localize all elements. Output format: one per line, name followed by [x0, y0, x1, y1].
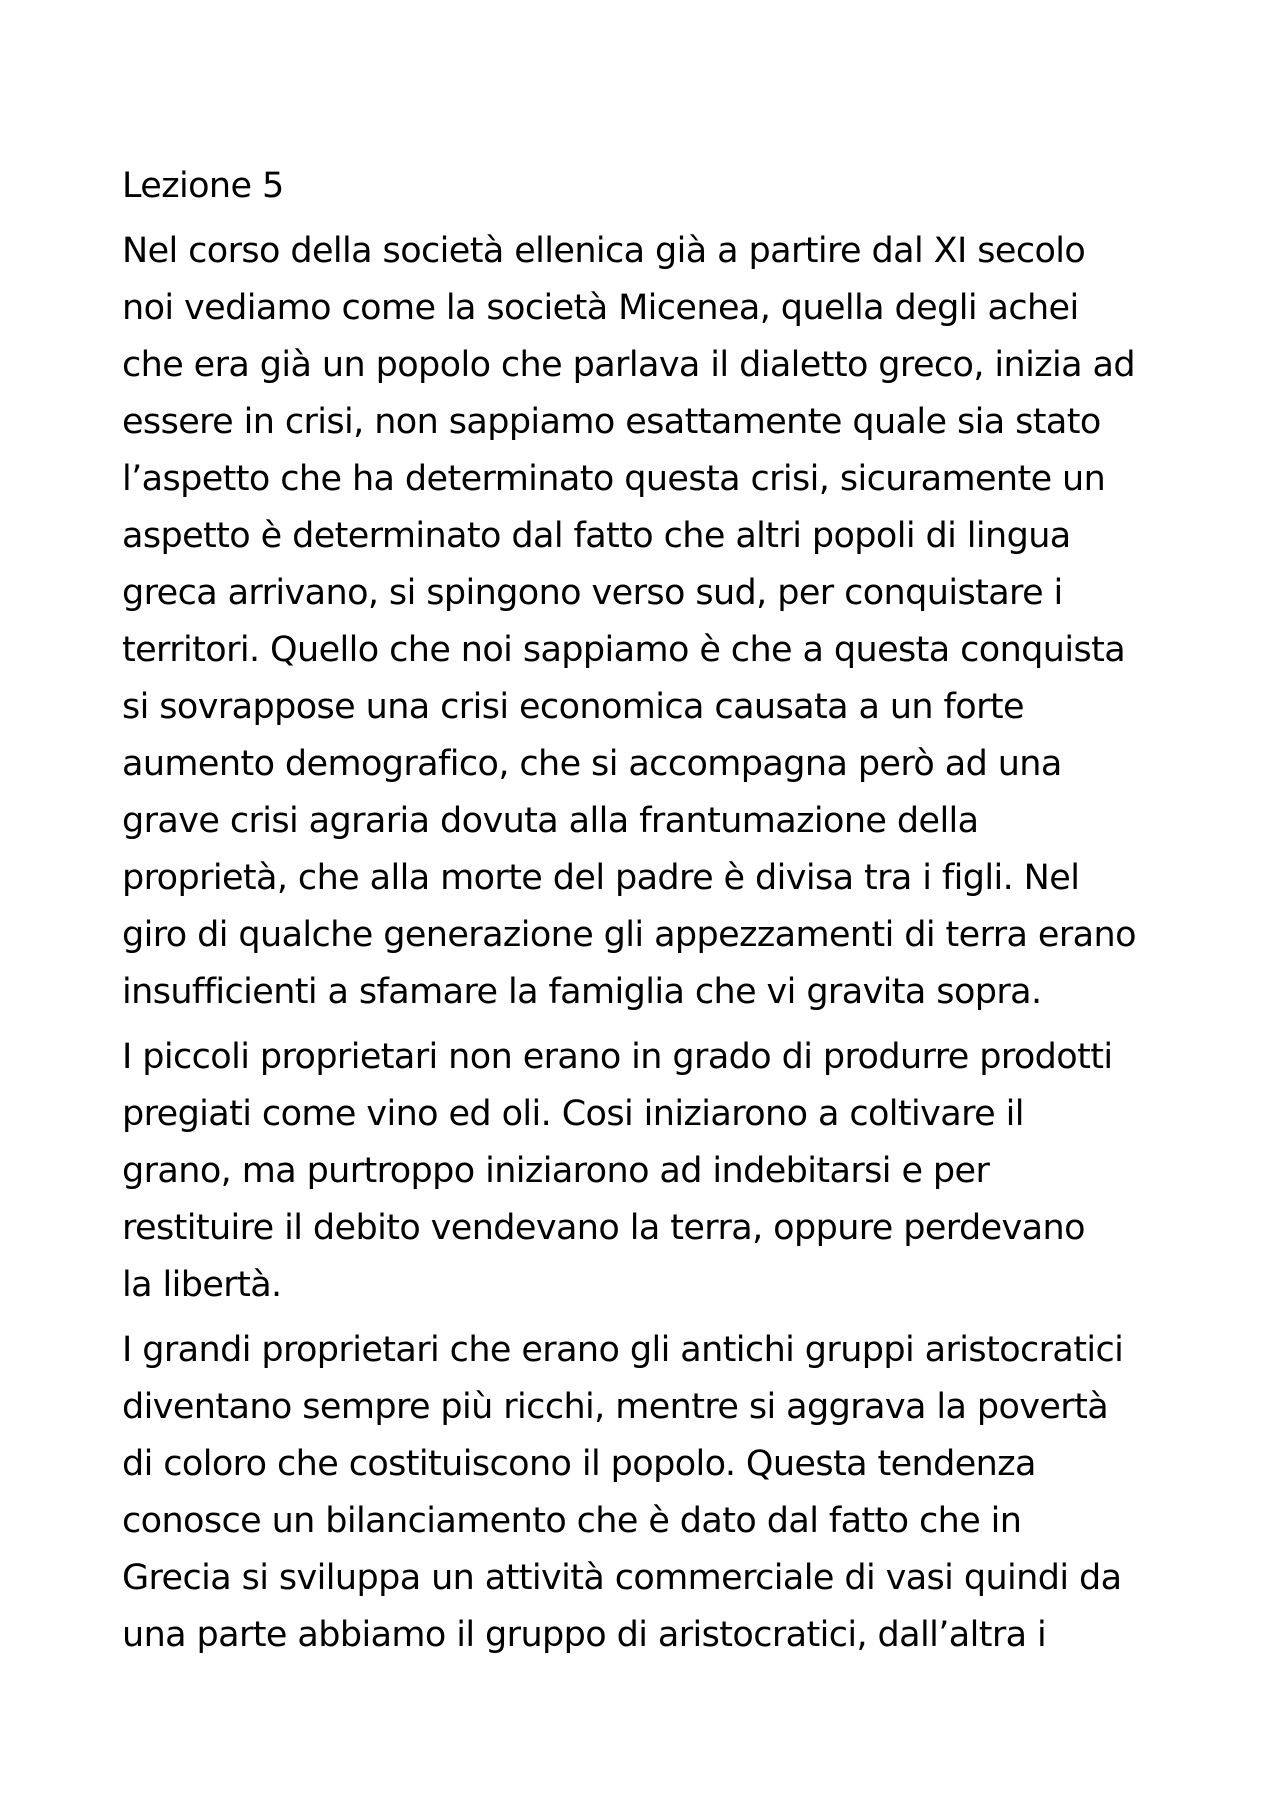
- text-line: territori. Quello che noi sappiamo è che a questa conquista: [122, 630, 1126, 670]
- text-line: Nel corso della società ellenica già a partire dal XI secolo: [122, 231, 1086, 271]
- text-line: conosce un bilanciamento che è dato dal fatto che in: [122, 1501, 1022, 1541]
- paragraph-2: [122, 1029, 1172, 1314]
- text-line: pregiati come vino ed oli. Cosi iniziarono a coltivare il: [122, 1094, 1024, 1134]
- paragraph-1: [122, 223, 1172, 1021]
- spacer: [122, 1021, 1172, 1029]
- text-line: aumento demografico, che si accompagna però ad una: [122, 744, 1062, 784]
- text-line: giro di qualche generazione gli appezzamenti di terra erano: [122, 915, 1136, 955]
- text-line: la libertà.: [122, 1265, 282, 1305]
- spacer: [122, 1314, 1172, 1322]
- text-line: noi vediamo come la società Micenea, quella degli achei: [122, 288, 1079, 328]
- text-line: essere in crisi, non sappiamo esattamente quale sia stato: [122, 402, 1101, 442]
- text-line: grano, ma purtroppo iniziarono ad indebitarsi e per: [122, 1151, 990, 1191]
- document-page: [122, 158, 1172, 1664]
- text-line: Grecia si sviluppa un attività commerciale di vasi quindi da: [122, 1558, 1122, 1598]
- text-line: diventano sempre più ricchi, mentre si aggrava la povertà: [122, 1387, 1109, 1427]
- text-line: l’aspetto che ha determinato questa crisi, sicuramente un: [122, 459, 1106, 499]
- text-line: proprietà, che alla morte del padre è divisa tra i figli. Nel: [122, 858, 1080, 898]
- text-line: aspetto è determinato dal fatto che altri popoli di lingua: [122, 516, 1071, 556]
- text-line: che era già un popolo che parlava il dialetto greco, inizia ad: [122, 345, 1135, 385]
- text-line: di coloro che costituiscono il popolo. Questa tendenza: [122, 1444, 1036, 1484]
- lesson-title: Lezione 5: [122, 166, 284, 206]
- text-line: I grandi proprietari che erano gli antichi gruppi aristocratici: [122, 1330, 1124, 1370]
- paragraph-3: [122, 1322, 1172, 1664]
- text-line: restituire il debito vendevano la terra, oppure perdevano: [122, 1208, 1085, 1248]
- text-line: si sovrappose una crisi economica causata a un forte: [122, 687, 1024, 727]
- text-line: insufficienti a sfamare la famiglia che vi gravita sopra.: [122, 972, 1042, 1012]
- text-line: greca arrivano, si spingono verso sud, per conquistare i: [122, 573, 1063, 613]
- spacer: [122, 215, 1172, 223]
- text-line: una parte abbiamo il gruppo di aristocratici, dall’altra i: [122, 1615, 1047, 1655]
- text-line: grave crisi agraria dovuta alla frantumazione della: [122, 801, 979, 841]
- text-line: I piccoli proprietari non erano in grado di produrre prodotti: [122, 1037, 1113, 1077]
